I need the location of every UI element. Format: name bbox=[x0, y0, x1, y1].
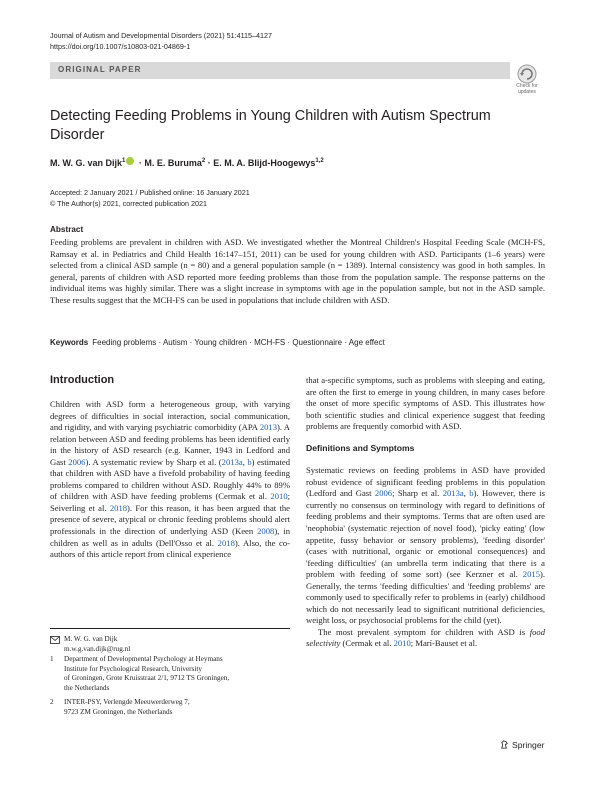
citation-link[interactable]: 2006 bbox=[374, 488, 393, 499]
footnote-marker: 2 bbox=[50, 698, 54, 706]
citation-link[interactable]: b bbox=[469, 488, 474, 499]
citation-link[interactable]: 2010 bbox=[270, 491, 288, 502]
copyright-notice: © The Author(s) 2021, corrected publication 2021 bbox=[50, 198, 207, 208]
subsection-heading: Definitions and Symptoms bbox=[306, 442, 415, 453]
corresponding-author bbox=[64, 635, 290, 654]
paragraph: The most prevalent symptom for children with ASD is food selectivity (Cermak et al. 2010; Marí-Bauset et al. bbox=[306, 626, 545, 649]
affiliation-marker: 2 bbox=[201, 158, 206, 164]
article-type-label: ORIGINAL PAPER bbox=[58, 65, 142, 74]
doi-link[interactable]: https://doi.org/10.1007/s10803-021-04869-1 bbox=[50, 42, 191, 51]
check-for-updates-label[interactable]: Check for updates bbox=[516, 83, 538, 95]
citation-link[interactable]: 2013a bbox=[221, 456, 243, 467]
journal-header bbox=[50, 30, 272, 52]
author-name[interactable]: M. E. Buruma bbox=[144, 158, 202, 168]
springer-horse-icon bbox=[500, 740, 509, 749]
accepted-published-dates: Accepted: 2 January 2021 / Published online: 16 January 2021 bbox=[50, 188, 250, 197]
author-name[interactable]: M. W. G. van Dijk bbox=[50, 158, 123, 168]
citation-link[interactable]: 2006 bbox=[68, 456, 86, 467]
contact-name: M. W. G. van Dijk bbox=[64, 635, 118, 643]
author-separator: · bbox=[205, 158, 214, 168]
author-separator: · bbox=[136, 158, 145, 168]
author-name[interactable]: E. M. A. Blijd-Hoogewys bbox=[213, 158, 316, 168]
keywords-label: Keywords bbox=[50, 338, 89, 347]
article-type-banner bbox=[50, 62, 510, 79]
contact-email[interactable]: m.w.g.van.dijk@rug.nl bbox=[64, 644, 131, 653]
abstract-heading: Abstract bbox=[50, 225, 84, 234]
publisher-logo bbox=[500, 740, 544, 750]
paragraph: Children with ASD form a heterogeneous group, with varying degrees of difficulties in social interaction, social communication, and rigidity, and with varying psychiatric comorbidity (APA 2013). A relation between ASD and feeding problems has been identified early in the history of ASD research (e.g. Kanner, 1943 in Ledford and Gast 2006). A systematic review by Sharp et al. (2013a, b) estimated that children with ASD have a fivefold probability of having feeding problems compared to children without ASD. Roughly 44% to 89% of children with ASD have feeding problems (Cermak et al. 2010; Seiverling et al. 2018). For this reason, it has been argued that the presence of severe, atypical or chronic feeding problems should alert professionals in the direction of underlying ASD (Keen 2008), in children as well as in adults (Dell'Osso et al. 2018). Also, the co-authors of this article report from clinical experience bbox=[50, 399, 290, 560]
publication-dates bbox=[50, 188, 250, 209]
citation-link[interactable]: 2008 bbox=[257, 526, 275, 537]
affiliation-1: Department of Developmental Psychology at Heymans Institute for Psychological Research, University of Groningen, Grote Kruisstraat 2/1, 9712 TS Groningen, the Netherlands bbox=[64, 655, 230, 692]
paragraph: Systematic reviews on feeding problems in ASD have provided robust evidence of significant feeding problems in this population (Ledford and Gast 2006; Sharp et al. 2013a, b). However, there is currently no consensus on terminology with regard to definitions of feeding problems and their symptoms. Terms that are often used are 'neophobia' (systematic rejection of novel food), 'picky eating' (low appetite, fussy behavior or sensory problems), 'feeding disorder' (cases with nutritional, organic or emotional consequences) and 'feeding difficulties' (an umbrella term indicating that there is a problem with feeding of some sort) (see Kerzner et al. 2015). Generally, the terms 'feeding difficulties' and 'feeding problems' are commonly used to specifically refer to problems in (early) childhood which do not necessarily lead to significant nutritional deficiencies, weight loss, or psychosocial problems for the child (yet). bbox=[306, 465, 545, 626]
keywords-line bbox=[50, 338, 385, 347]
abstract-text: Feeding problems are prevalent in children with ASD. We investigated whether the Montreal Children's Hospital Feeding Scale (MCH-FS, Ramsay et al. in Pediatrics and Child Health 16:147–151, 2011) can be used for young children with ASD. Participants (1–6 years) were selected from a clinical ASD sample (n = 80) and a general population sample (n = 1389). Internal consistency was good in both samples. In general, parents of children with ASD reported more feeding problems than those from the population sample. The response patterns on the individual items was highly similar. There was a slight increase in symptoms with age in the population sample, but not in the ASD sample. These results suggest that the MCH-FS can be used in populations that include children with ASD. bbox=[50, 237, 545, 305]
journal-citation: Journal of Autism and Developmental Disorders (2021) 51:4115–4127 bbox=[50, 31, 273, 40]
left-column bbox=[50, 399, 290, 561]
footnote-marker: 1 bbox=[50, 655, 54, 663]
article-title: Detecting Feeding Problems in Young Children with Autism Spectrum Disorder bbox=[50, 108, 491, 143]
affiliation-marker: 1 bbox=[122, 158, 126, 164]
citation-link[interactable]: 2018 bbox=[109, 502, 128, 513]
author-list bbox=[50, 157, 324, 168]
citation-link[interactable]: 2010 bbox=[393, 638, 411, 649]
publisher-name: Springer bbox=[512, 740, 545, 750]
footnote-divider bbox=[50, 628, 290, 629]
citation-link[interactable]: 2013 bbox=[259, 422, 277, 433]
citation-link[interactable]: 2018 bbox=[217, 537, 235, 548]
keywords-list: Feeding problems · Autism · Young children · MCH-FS · Questionnaire · Age effect bbox=[92, 338, 385, 347]
section-heading-introduction: Introduction bbox=[50, 374, 115, 386]
citation-link[interactable]: 2013a bbox=[442, 488, 464, 499]
citation-link[interactable]: 2015 bbox=[522, 569, 540, 580]
envelope-icon bbox=[50, 636, 60, 648]
affiliation-2: INTER-PSY, Verlengde Meeuwerderweg 7, 9723 ZM Groningen, the Netherlands bbox=[64, 698, 190, 716]
right-column bbox=[306, 375, 545, 650]
citation-link[interactable]: b bbox=[247, 456, 252, 467]
affiliation-marker: 1,2 bbox=[315, 158, 324, 164]
paragraph: that a-specific symptoms, such as problems with sleeping and eating, are often the first to emerge in young children, in many cases before the onset of more specific symptoms of ASD. This illustrates how both scientific studies and clinical experience suggest that feeding problems are frequently comorbid with ASD. bbox=[306, 375, 545, 432]
orcid-icon[interactable] bbox=[126, 157, 134, 165]
